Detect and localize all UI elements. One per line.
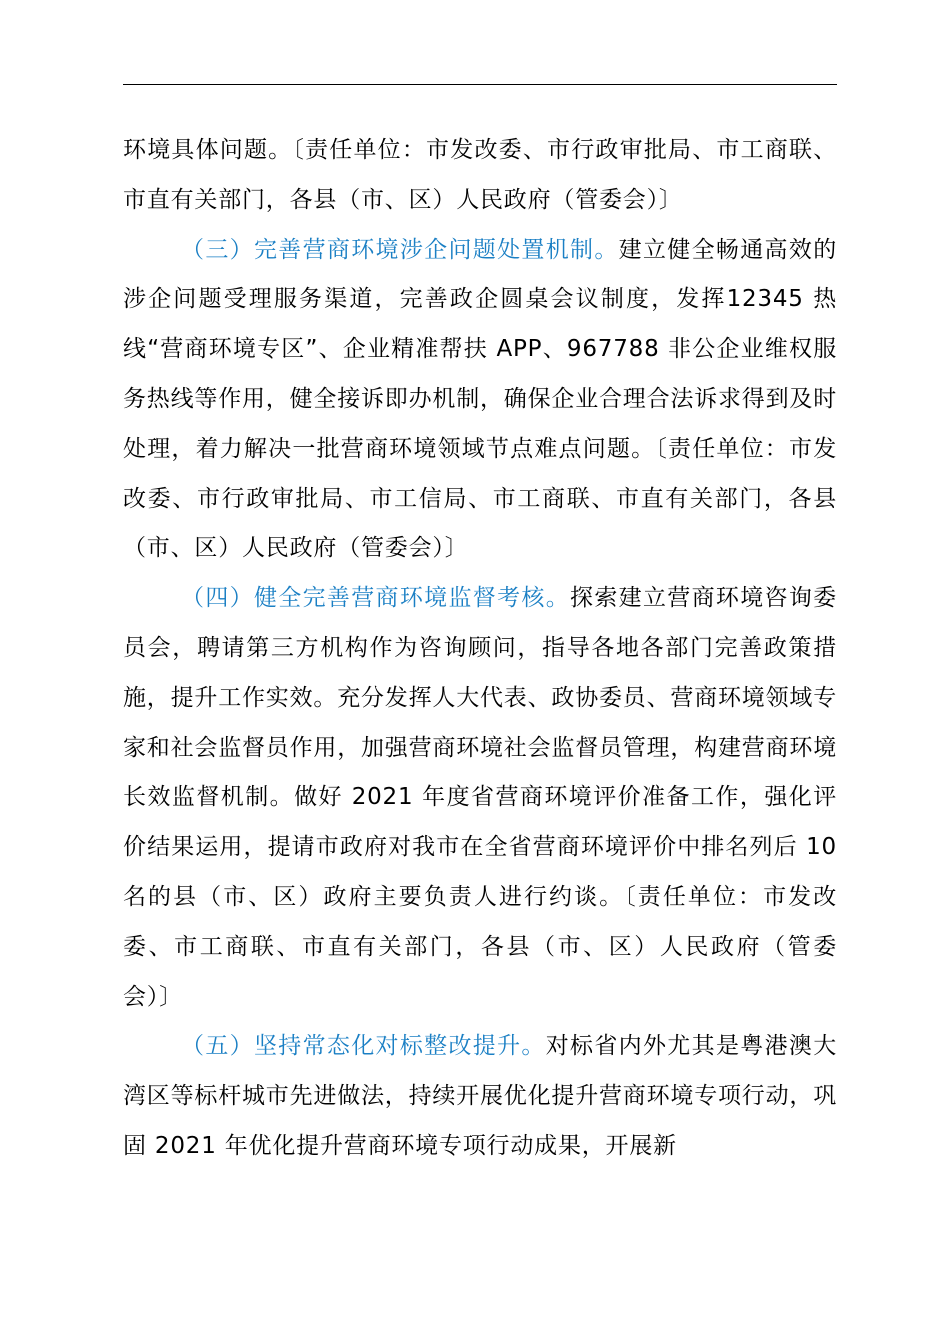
paragraph-section-3 bbox=[123, 226, 837, 575]
header-rule bbox=[123, 84, 837, 85]
paragraph-continued bbox=[123, 126, 837, 226]
paragraph-section-4 bbox=[123, 574, 837, 1022]
section-heading-3: （三）完善营商环境涉企问题处置机制。 bbox=[181, 236, 619, 263]
section-heading-5: （五）坚持常态化对标整改提升。 bbox=[181, 1033, 546, 1060]
document-body bbox=[123, 126, 837, 1172]
section-heading-4: （四）健全完善营商环境监督考核。 bbox=[181, 585, 571, 612]
paragraph-body: 建立健全畅通高效的涉企问题受理服务渠道，完善政企圆桌会议制度，发挥12345 热线“营商环境专区”、企业精准帮扶 APP、967788 非公企业维权服务热线等作用，健全接诉即办机制，确保企业合理合法诉求得到及时处理，着力解决一批营商环境领域节点难点问题。〔责任单位：市发改委、市行政审批局、市工信局、市工商联、市直有关部门，各县（市、区）人民政府（管委会）〕 bbox=[123, 236, 837, 562]
paragraph-body: 探索建立营商环境咨询委员会，聘请第三方机构作为咨询顾问，指导各地各部门完善政策措施，提升工作实效。充分发挥人大代表、政协委员、营商环境领域专家和社会监督员作用，加强营商环境社会监督员管理，构建营商环境长效监督机制。做好 2021 年度省营商环境评价准备工作，强化评价结果运用，提请市政府对我市在全省营商环境评价中排名列后 10 名的县（市、区）政府主要负责人进行约谈。〔责任单位：市发改委、市工商联、市直有关部门，各县（市、区）人民政府（管委会）〕 bbox=[123, 585, 837, 1010]
paragraph-body: 对标省内外尤其是粤港澳大湾区等标杆城市先进做法，持续开展优化提升营商环境专项行动，巩固 2021 年优化提升营商环境专项行动成果，开展新 bbox=[123, 1033, 837, 1159]
paragraph-section-5 bbox=[123, 1022, 837, 1171]
paragraph-body: 环境具体问题。〔责任单位：市发改委、市行政审批局、市工商联、市直有关部门，各县（市、区）人民政府（管委会）〕 bbox=[123, 137, 837, 213]
